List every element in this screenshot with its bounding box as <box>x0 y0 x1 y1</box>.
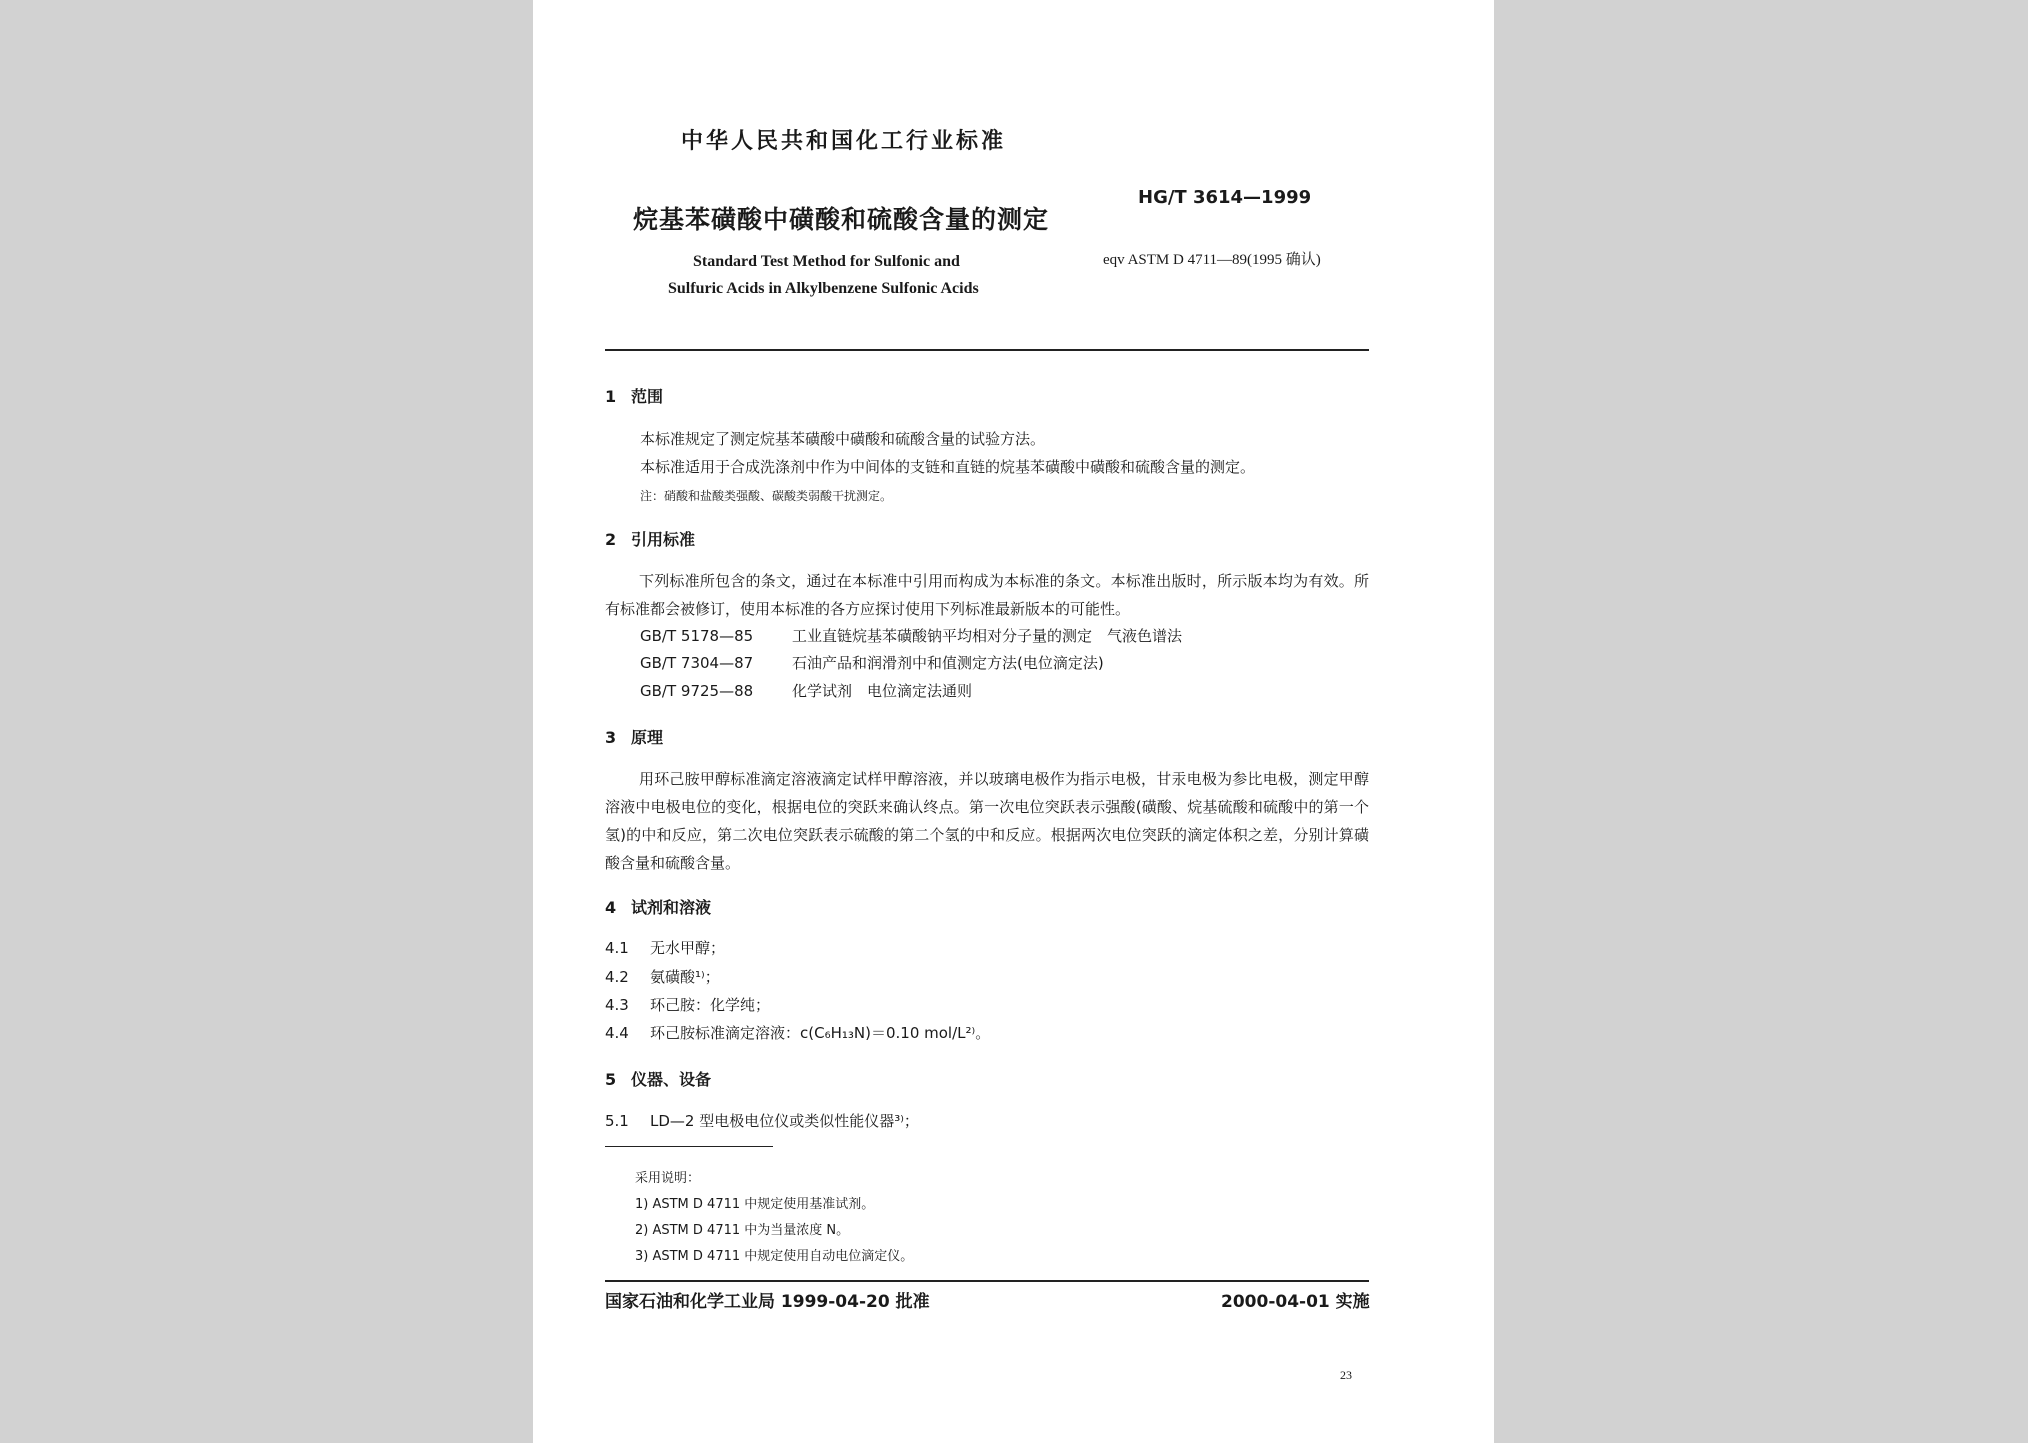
section-number: 2 <box>605 530 617 549</box>
item-number: 5.1 <box>605 1112 629 1130</box>
reference-name: 化学试剂 电位滴定法通则 <box>792 682 973 700</box>
reference-name: 工业直链烷基苯磺酸钠平均相对分子量的测定 气液色谱法 <box>792 627 1183 645</box>
section-title: 范围 <box>631 387 664 406</box>
item-number: 4.3 <box>605 996 629 1014</box>
section-number: 5 <box>605 1070 617 1089</box>
equivalence-note: eqv ASTM D 4711—89(1995 确认) <box>1103 252 1321 268</box>
section-number: 4 <box>605 898 617 917</box>
section-title: 引用标准 <box>631 530 696 549</box>
scope-paragraph-2: 本标准适用于合成洗涤剂中作为中间体的支链和直链的烷基苯磺酸中磺酸和硫酸含量的测定。 <box>640 458 1256 476</box>
section-4-heading <box>605 895 711 918</box>
reagent-item <box>605 1022 990 1043</box>
scope-note: 注：硝酸和盐酸类强酸、碳酸类弱酸干扰测定。 <box>640 489 893 503</box>
reference-code: GB/T 5178—85 <box>640 627 754 645</box>
title-english-line1: Standard Test Method for Sulfonic and <box>693 253 960 270</box>
reference-item <box>640 680 972 701</box>
reagent-item <box>605 937 725 958</box>
item-text: 氨磺酸¹⁾； <box>650 968 720 986</box>
footnote-divider <box>605 1146 773 1147</box>
header-divider <box>605 349 1369 351</box>
title-chinese: 烷基苯磺酸中磺酸和硫酸含量的测定 <box>633 205 1050 234</box>
item-text: 环己胺：化学纯； <box>650 996 771 1014</box>
scope-paragraph-1: 本标准规定了测定烷基苯磺酸中磺酸和硫酸含量的试验方法。 <box>640 430 1046 448</box>
reference-item <box>640 625 1182 646</box>
section-title: 试剂和溶液 <box>631 898 712 917</box>
footnote-item: 1) ASTM D 4711 中规定使用基准试剂。 <box>635 1197 875 1212</box>
section-title: 仪器、设备 <box>631 1070 712 1089</box>
section-3-heading <box>605 725 663 748</box>
item-text: 无水甲醇； <box>650 939 726 957</box>
item-text: LD—2 型电极电位仪或类似性能仪器³⁾； <box>650 1112 919 1130</box>
item-number: 4.2 <box>605 968 629 986</box>
reagent-item <box>605 994 770 1015</box>
approval-statement: 国家石油和化学工业局 1999-04-20 批准 <box>605 1292 930 1312</box>
footnotes-title: 采用说明： <box>635 1171 701 1186</box>
reference-code: GB/T 9725—88 <box>640 682 754 700</box>
section-title: 原理 <box>631 728 664 747</box>
section-5-heading <box>605 1067 711 1090</box>
issuing-org-heading: 中华人民共和国化工行业标准 <box>681 129 1007 154</box>
item-number: 4.1 <box>605 939 629 957</box>
section-2-heading <box>605 527 695 550</box>
references-intro: 下列标准所包含的条文，通过在本标准中引用而构成为本标准的条文。本标准出版时，所示版本均为有效。所有标准都会被修订，使用本标准的各方应探讨使用下列标准最新版本的可能性。 <box>605 572 1369 618</box>
standard-code: HG/T 3614—1999 <box>1138 187 1312 208</box>
section-number: 3 <box>605 728 617 747</box>
footer-divider <box>605 1280 1369 1282</box>
page-number: 23 <box>1340 1368 1352 1382</box>
reference-name: 石油产品和润滑剂中和值测定方法(电位滴定法) <box>792 654 1104 672</box>
reference-item <box>640 652 1104 673</box>
item-text: 环己胺标准滴定溶液：c(C₆H₁₃N)＝0.10 mol/L²⁾。 <box>650 1024 991 1042</box>
item-number: 4.4 <box>605 1024 629 1042</box>
reagent-item <box>605 966 720 987</box>
equipment-item <box>605 1110 919 1131</box>
effective-date: 2000-04-01 实施 <box>1221 1292 1370 1312</box>
section-1-heading <box>605 384 663 407</box>
footnote-item: 3) ASTM D 4711 中规定使用自动电位滴定仪。 <box>635 1249 914 1264</box>
reference-code: GB/T 7304—87 <box>640 654 754 672</box>
principle-paragraph: 用环己胺甲醇标准滴定溶液滴定试样甲醇溶液，并以玻璃电极作为指示电极，甘汞电极为参比电极，测定甲醇溶液中电极电位的变化，根据电位的突跃来确认终点。第一次电位突跃表示强酸(磺酸、烷基硫酸和硫酸中的第一个氢)的中和反应，第二次电位突跃表示硫酸的第二个氢的中和反应。根据两次电位突跃的滴定体积之差，分别计算磺酸含量和硫酸含量。 <box>605 770 1369 872</box>
footnote-item: 2) ASTM D 4711 中为当量浓度 N。 <box>635 1223 850 1238</box>
section-number: 1 <box>605 387 617 406</box>
document-page <box>533 0 1494 1443</box>
title-english-line2: Sulfuric Acids in Alkylbenzene Sulfonic Acids <box>668 280 979 297</box>
